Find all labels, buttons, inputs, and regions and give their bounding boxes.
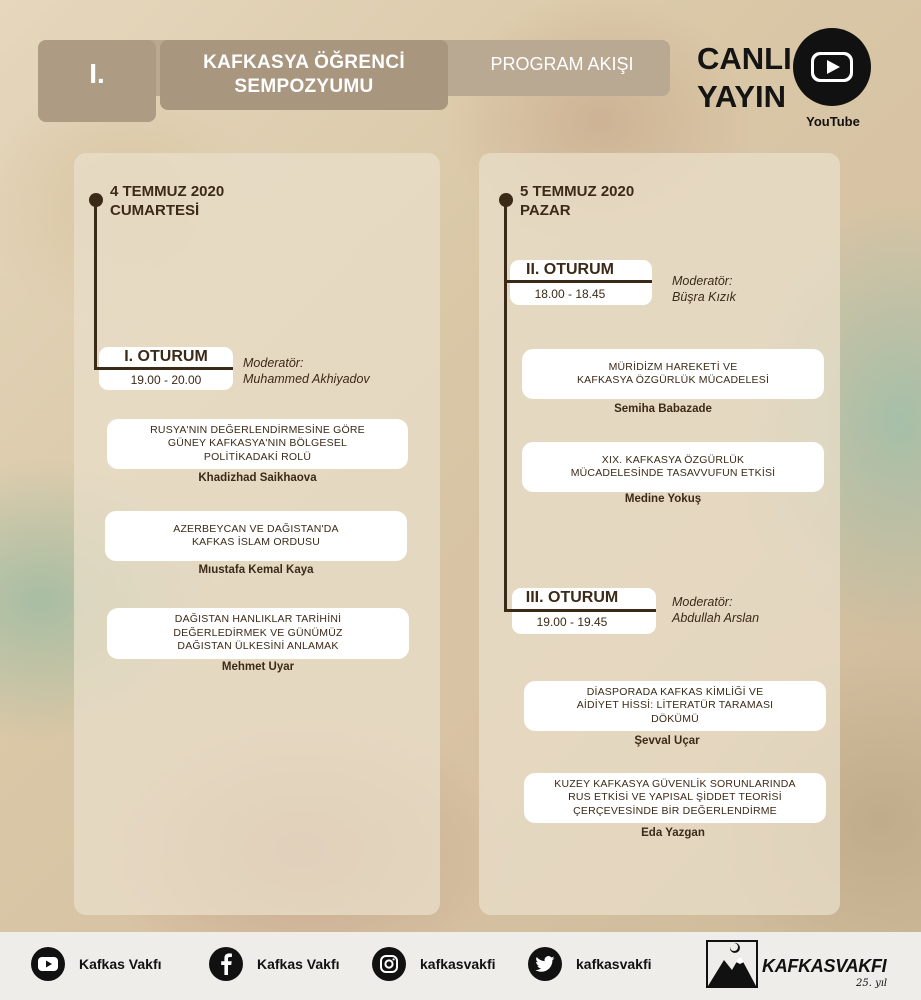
talk-card [522,442,824,492]
brand-anniversary: 25. yıl [856,978,888,989]
talk-title-line: AZERBEYCAN VE DAĞISTAN'DA [173,522,339,535]
facebook-icon [209,947,243,981]
twitter-icon [528,947,562,981]
moderator-name: Muhammed Akhiyadov [243,372,370,386]
talk-title-line: DAĞISTAN HANLIKLAR TARİHİNİ [174,613,342,626]
talk-title-line: KUZEY KAFKASYA GÜVENLİK SORUNLARINDA [554,777,796,790]
session-3-moderator [672,594,759,626]
session-3-connector [504,609,656,612]
mountain-logo-icon [706,940,758,988]
moderator-name: Büşra Kızık [672,290,736,304]
footer-youtube-link[interactable] [31,947,162,981]
talk-title-line: RUS ETKİSİ VE YAPISAL ŞİDDET TEORİSİ [568,791,782,804]
talk-speaker: Mıustafa Kemal Kaya [198,564,314,576]
day-2-weekday: PAZAR [520,202,571,219]
talk-title-line: DEĞERLEDİRMEK VE GÜNÜMÜZ [173,626,343,639]
talk-title-line: MÜRİDİZM HAREKETİ VE [608,360,738,373]
day-1-date: 4 TEMMUZ 2020 [110,183,225,200]
talk-speaker: Medine Yokuş [624,493,702,505]
talk-card [522,349,824,399]
kafkas-vakfi-logo [706,938,896,994]
footer-instagram-link[interactable] [372,947,496,981]
talk-speaker: Şevval Uçar [634,735,700,747]
talk-title-line: GÜNEY KAFKASYA'NIN BÖLGESEL [167,437,348,450]
footer-link-label: kafkasvakfi [576,956,652,972]
footer-link-label: Kafkas Vakfı [79,956,162,972]
timeline-line [94,200,97,370]
moderator-name: Abdullah Arslan [672,611,760,625]
footer-link-label: Kafkas Vakfı [257,956,340,972]
talk-title-line: MÜCADELESİNDE TASAVVUFUN ETKİSİ [570,467,776,479]
timeline-line [504,200,507,612]
talk-title-line: DAĞISTAN ÜLKESİNİ ANLAMAK [177,640,339,653]
play-button-icon [809,50,855,84]
talk-title-line: AİDİYET HİSSİ: LİTERATÜR TARAMASI [576,699,774,712]
program-label: PROGRAM AKIŞI [490,54,634,74]
talk-speaker: Khadizhad Saikhaova [198,472,317,484]
moderator-label: Moderatör: [672,274,733,288]
moderator-label: Moderatör: [672,595,733,609]
live-line-2: YAYIN [697,79,787,114]
footer-twitter-link[interactable] [528,947,652,981]
talk-card [524,773,826,823]
talk-title-line: RUSYA'NIN DEĞERLENDİRMESİNE GÖRE [150,423,365,436]
session-2-name: II. OTURUM [526,261,614,278]
talk-title-line: DİASPORADA KAFKAS KİMLİĞİ VE [586,685,764,698]
title-line-1: KAFKASYA ÖĞRENCİ [203,52,405,73]
youtube-icon [31,947,65,981]
talk-title-line: KAFKASYA ÖZGÜRLÜK MÜCADELESİ [576,374,770,386]
talk-card [524,681,826,731]
talk-title-line: KAFKAS İSLAM ORDUSU [191,536,321,548]
brand-name: KAFKASVAKFI [762,956,887,976]
day-1-weekday: CUMARTESİ [110,202,200,219]
session-1-connector [94,367,233,370]
talk-title-line: XIX. KAFKASYA ÖZGÜRLÜK [601,453,745,466]
youtube-play-icon[interactable] [793,28,871,106]
session-3-name: III. OTURUM [525,589,619,606]
footer-link-label: kafkasvakfi [420,956,496,972]
live-line-1: CANLI [697,41,792,76]
session-3-time: 19.00 - 19.45 [536,615,608,629]
footer-facebook-link[interactable] [209,947,340,981]
session-2-time: 18.00 - 18.45 [534,287,606,301]
title-line-2: SEMPOZYUMU [234,76,374,97]
day-2-heading [520,182,634,220]
symposium-title [160,40,448,110]
session-2-connector [504,280,652,283]
talk-card [107,608,409,659]
session-1-moderator [243,355,370,387]
talk-title-line: POLİTİKADAKİ ROLÜ [203,450,312,463]
talk-title-line: DÖKÜMÜ [651,712,699,725]
talk-title-line: ÇERÇEVESİNDE BİR DEĞERLENDİRME [573,804,777,817]
talk-card [105,511,407,561]
session-1-name: I. OTURUM [124,348,208,365]
talk-speaker: Eda Yazgan [641,827,705,839]
day-1-heading [110,182,224,220]
talk-speaker: Mehmet Uyar [221,661,295,673]
session-1-time: 19.00 - 20.00 [130,373,202,387]
talk-card [107,419,408,469]
day-2-date: 5 TEMMUZ 2020 [520,183,635,200]
talk-speaker: Semiha Babazade [614,403,712,415]
session-2-moderator [672,273,736,305]
youtube-label: YouTube [806,114,860,129]
instagram-icon [372,947,406,981]
live-stream-label [697,40,792,116]
moderator-label: Moderatör: [243,356,304,370]
edition-number: I. [38,40,156,122]
